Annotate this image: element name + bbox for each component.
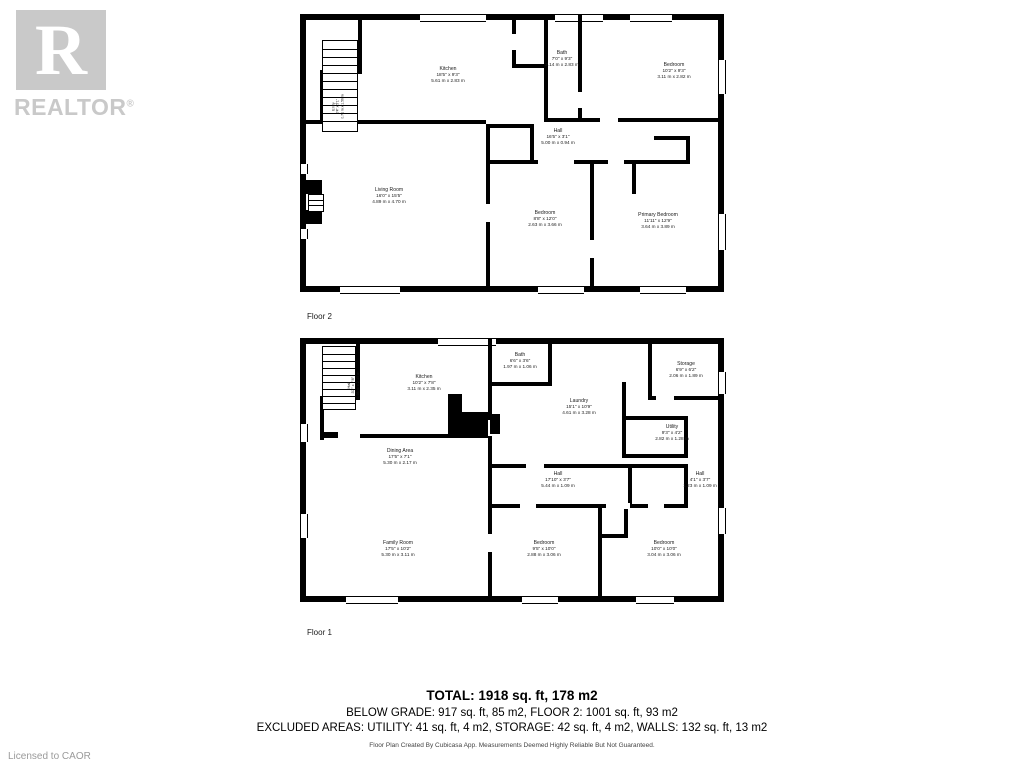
window-right-bed xyxy=(718,60,726,94)
room-label-bedroom-f1-a: Bedroom 9'5" x 10'0" 2.88 m x 3.06 m xyxy=(527,540,561,558)
room-label-dining-area-f1: Dining Area 17'5" x 7'1" 5.30 m x 2.17 m xyxy=(383,448,417,466)
room-label-bedroom-f2-top: Bedroom 10'2" x 9'3" 3.11 m x 2.82 m xyxy=(657,62,691,80)
exterior-wall-left-upper xyxy=(300,14,306,122)
floor-2-tag: Floor 2 xyxy=(307,312,332,321)
interior-wall-hall-right2 xyxy=(632,160,690,164)
window-left-f1-b xyxy=(300,514,308,538)
door-gap-f1-hall-b xyxy=(606,503,630,509)
room-label-storage-f1: Storage 6'9" x 6'2" 2.06 m x 1.89 m xyxy=(669,361,703,379)
hearth-detail xyxy=(308,194,324,212)
interior-wall-closet-right xyxy=(686,138,690,164)
excluded-areas-line: EXCLUDED AREAS: UTILITY: 41 sq. ft, 4 m2, STORAGE: 42 sq. ft, 4 m2, WALLS: 132 sq. ft, 13 m2 xyxy=(256,722,768,734)
window-top-3 xyxy=(630,14,672,22)
floor-1-tag: Floor 1 xyxy=(307,628,332,637)
floor-2-plan xyxy=(300,14,724,292)
room-label-hall-f1-mid: Hall 17'10" x 3'7" 5.44 m x 1.09 m xyxy=(541,471,575,489)
room-label-kitchen-f2: Kitchen 18'5" x 9'3" 5.61 m x 2.83 m xyxy=(431,66,465,84)
interior-wall-bed-left-f1 xyxy=(488,508,492,598)
door-gap-bath xyxy=(577,92,583,108)
total-area-line: TOTAL: 1918 sq. ft, 178 m2 xyxy=(426,688,598,703)
interior-wall-laundry-right xyxy=(622,382,626,458)
grade-breakdown-line: BELOW GRADE: 917 sq. ft, 85 m2, FLOOR 2: 1001 sq. ft, 93 m2 xyxy=(346,707,678,719)
window-bottom-f1-c xyxy=(636,596,674,604)
door-gap-hall-b xyxy=(608,159,624,165)
interior-wall-closet-b xyxy=(530,124,534,160)
interior-wall-hall-bottom-b xyxy=(574,160,636,164)
interior-wall-closet-a xyxy=(490,124,534,128)
room-label-hall-f2: Hall 16'5" x 3'1" 5.00 m x 0.94 m xyxy=(541,128,575,146)
interior-wall-utility-bottom xyxy=(622,454,688,458)
mechanical-block-d xyxy=(320,432,338,438)
interior-wall-bath-bottom-f1 xyxy=(488,382,552,386)
interior-wall-storage-left xyxy=(648,338,652,400)
window-left-f1-a xyxy=(300,424,308,442)
door-gap-living xyxy=(485,204,491,222)
interior-wall-bath-left-f1 xyxy=(488,338,492,386)
door-gap-f1-hall-a xyxy=(526,463,544,469)
door-gap-f1-bed1 xyxy=(520,503,536,509)
room-label-bedroom-f2-mid: Bedroom 8'8" x 12'0" 2.63 m x 3.66 m xyxy=(528,210,562,228)
window-bottom-f1-b xyxy=(522,596,558,604)
window-left-living xyxy=(300,164,308,174)
room-label-utility-f1: Utility 9'3" x 4'2" 2.82 m x 1.28 m xyxy=(655,424,689,442)
exterior-wall-top-mid xyxy=(486,14,724,20)
realtor-logo-letter: R xyxy=(35,10,87,90)
registered-mark: ® xyxy=(126,98,135,110)
realtor-wordmark xyxy=(14,94,134,121)
interior-wall-closet-c xyxy=(490,160,534,164)
room-label-entry-f2: Entry 2'4" x 5'1" 0.71 m x 1.56 m xyxy=(331,94,345,119)
fireplace-floor2-b xyxy=(306,210,322,224)
interior-wall-bed-closet-v xyxy=(624,508,628,538)
room-label-bath-f1: Bath 6'6" x 3'6" 1.97 m x 1.06 m xyxy=(503,352,537,370)
fireplace-floor2 xyxy=(306,180,322,194)
interior-wall-bath-right-f1 xyxy=(548,338,552,384)
interior-wall-utility-top xyxy=(622,416,688,420)
window-bottom-3 xyxy=(640,286,686,294)
floor-1-plan xyxy=(300,338,724,602)
window-bottom-2 xyxy=(538,286,584,294)
realtor-watermark xyxy=(8,8,188,120)
interior-wall-dining-right xyxy=(488,386,492,504)
door-gap-hall-a xyxy=(538,159,556,165)
realtor-wordmark-text: REALTOR xyxy=(14,94,127,120)
room-label-family-room-f1: Family Room 17'5" x 10'2" 5.30 m x 3.11 m xyxy=(381,540,415,558)
exterior-wall-left-f1 xyxy=(300,338,306,602)
interior-wall-hall-bottom-f1 xyxy=(488,504,606,508)
door-gap-kitchen xyxy=(511,34,517,50)
interior-wall-bed-right-f1 xyxy=(598,508,602,598)
interior-wall-hall-right xyxy=(632,160,636,194)
door-gap-bed-top xyxy=(600,117,618,123)
window-right-primary xyxy=(718,214,726,250)
room-label-laundry-f1: Laundry 15'1" x 10'9" 4.61 m x 3.28 m xyxy=(562,398,596,416)
interior-wall-entry-right xyxy=(358,14,362,74)
room-label-living-room-f2: Living Room 16'0" x 15'5" 4.89 m x 4.70 m xyxy=(372,187,406,205)
area-summary xyxy=(0,688,1024,749)
room-label-primary-bedroom-f2: Primary Bedroom 11'11" x 12'9" 3.64 m x 3.89 m xyxy=(638,212,678,230)
interior-wall-hall-top-f1b xyxy=(626,464,688,468)
disclaimer-text: Floor Plan Created By Cubicasa App. Measurements Deemed Highly Reliable But Not Guaranteed. xyxy=(369,742,655,749)
door-gap-f1-bed2 xyxy=(648,503,664,509)
room-label-hall-f1-left: Hall 3'2" x 7'8" 0.98 m x 2.35 m xyxy=(345,371,360,399)
mechanical-block-c xyxy=(490,414,500,434)
room-label-bedroom-f1-b: Bedroom 10'0" x 10'0" 3.04 m x 3.06 m xyxy=(647,540,681,558)
exterior-wall-left-lower xyxy=(300,122,306,292)
window-top-1 xyxy=(420,14,486,22)
room-label-kitchen-f1: Kitchen 10'2" x 7'8" 3.11 m x 2.35 m xyxy=(407,374,441,392)
interior-wall-bed3-right xyxy=(590,164,594,286)
window-bottom-1 xyxy=(340,286,400,294)
interior-wall-hall-top-right xyxy=(638,118,724,122)
interior-wall-kitchen-bottom xyxy=(512,64,544,68)
window-right-f1-a xyxy=(718,372,726,394)
interior-wall-closet-top xyxy=(654,136,690,140)
room-label-hall-f1-small: Hall 4'1" x 3'7" 1.23 m x 1.09 m xyxy=(683,471,717,489)
door-gap-bed3 xyxy=(589,240,595,258)
licensed-text: Licensed to CAOR xyxy=(8,751,91,762)
door-gap-f1-storage xyxy=(656,395,674,401)
interior-wall-hallsmall-left xyxy=(628,464,632,508)
window-right-f1-b xyxy=(718,508,726,534)
mechanical-block-b xyxy=(448,412,488,438)
room-label-bath-f2: Bath 7'0" x 9'3" 2.14 m x 2.83 m xyxy=(545,50,579,68)
window-bottom-f1-a xyxy=(346,596,398,604)
exterior-wall-top-f1 xyxy=(300,338,724,344)
interior-wall-hall-top-f1 xyxy=(488,464,628,468)
door-gap-f1-family xyxy=(487,534,493,552)
window-left-living-2 xyxy=(300,229,308,239)
exterior-wall-right xyxy=(718,14,724,292)
